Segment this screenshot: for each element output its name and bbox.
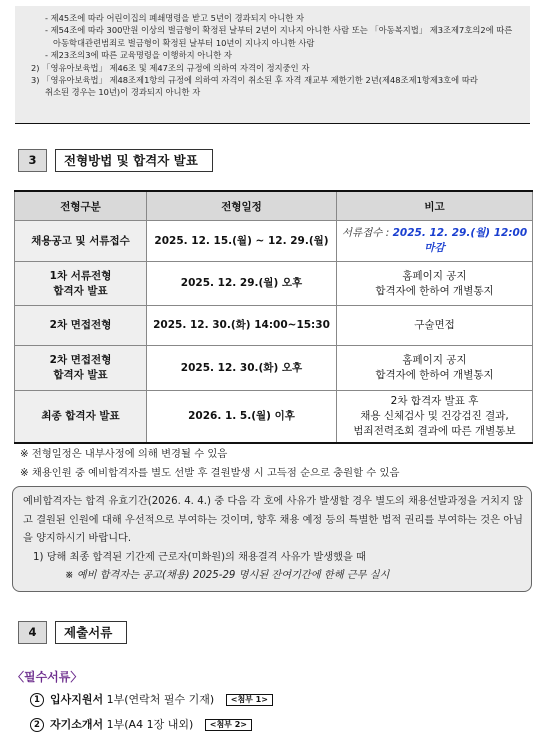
stage-line: 합격자 발표 <box>53 369 108 381</box>
disq-line: 아동학대관련범죄로 벌금형이 확정된 날부터 10년이 지나지 아니한 사람 <box>53 37 315 48</box>
doc-name: 자기소개서 <box>50 718 104 731</box>
note-cell <box>337 346 533 391</box>
note-cell <box>337 221 533 262</box>
disqualification-box <box>15 6 530 124</box>
disq-line: - 제45조에 따라 어린이집의 폐쇄명령을 받고 5년이 경과되지 아니한 자 <box>45 13 304 23</box>
required-doc-item <box>30 716 252 732</box>
disq-line: 취소된 경우는 10년)이 경과되지 아니한 자 <box>45 87 201 98</box>
note-item: ※ 전형일정은 내부사정에 의해 변경될 수 있음 <box>20 448 228 460</box>
disq-line: - 제23조의3에 따른 교육명령을 이행하지 아니한 자 <box>45 50 232 61</box>
table-row <box>15 221 533 262</box>
section-title: 제출서류 <box>55 621 127 644</box>
table-row <box>15 391 533 443</box>
stage-cell <box>15 262 147 306</box>
stage-cell: 2차 면접전형 <box>15 306 147 346</box>
date-cell: 2025. 12. 30.(화) 14:00~15:30 <box>147 306 337 346</box>
note-line: 홈페이지 공지 <box>402 354 467 366</box>
required-docs-heading: 〈필수서류〉 <box>12 670 83 684</box>
circled-number: 1 <box>30 693 44 707</box>
table-row <box>15 346 533 391</box>
note-cell <box>337 391 533 443</box>
note-cell <box>337 262 533 306</box>
section-number: 3 <box>18 149 47 172</box>
attachment-tag: <첨부 1> <box>226 694 273 706</box>
doc-name: 입사지원서 <box>50 693 104 706</box>
doc-count: 1부 <box>106 718 125 731</box>
doc-desc: (A4 1장 내외) <box>124 718 194 731</box>
note-line: 2차 합격자 발표 후 <box>390 394 479 407</box>
disq-line: - 제54조에 따라 300만원 이상의 벌금형이 확정된 날부터 2년이 지나지 아니한 사람 또는 「아동복지법」 제3조제7호의2에 따른 <box>45 25 513 36</box>
stage-line: 2차 면접전형 <box>49 354 112 366</box>
stage-cell: 최종 합격자 발표 <box>15 391 147 443</box>
note-line: 합격자에 한하여 개별통지 <box>375 284 494 297</box>
note-cell: 구술면접 <box>337 306 533 346</box>
col-header: 전형일정 <box>147 191 337 221</box>
table-header-row <box>15 191 533 221</box>
reserve-candidate-box <box>12 486 532 592</box>
section-number: 4 <box>18 621 47 644</box>
schedule-notes <box>20 445 399 483</box>
section-title: 전형방법 및 합격자 발표 <box>55 149 213 172</box>
note-line: 홈페이지 공지 <box>402 269 467 282</box>
note-prefix: 서류접수 : <box>341 227 393 239</box>
date-cell: 2025. 12. 30.(화) 오후 <box>147 346 337 391</box>
note-line: 범죄전력조회 결과에 따른 개별통보 <box>353 424 516 437</box>
reserve-item: 1) 당해 최종 합격된 기간제 근로자(미화원)의 채용결격 사유가 발생했을 때 <box>33 551 366 563</box>
table-row <box>15 262 533 306</box>
stage-line: 1차 서류전형 <box>49 269 112 282</box>
schedule-table <box>14 190 533 444</box>
attachment-tag: <첨부 2> <box>205 719 252 731</box>
doc-count: 1부 <box>106 693 125 706</box>
date-cell: 2025. 12. 15.(월) ~ 12. 29.(월) <box>147 221 337 262</box>
required-doc-item <box>30 691 273 707</box>
deadline-text: 2025. 12. 29.(월) 12:00 마감 <box>392 227 528 254</box>
stage-line: 합격자 발표 <box>53 284 108 297</box>
doc-desc: (연락처 필수 기재) <box>124 693 215 706</box>
stage-cell: 채용공고 및 서류접수 <box>15 221 147 262</box>
col-header: 비고 <box>337 191 533 221</box>
circled-number: 2 <box>30 718 44 732</box>
col-header: 전형구분 <box>15 191 147 221</box>
disq-line: 2) 「영유아보육법」 제46조 및 제47조의 규정에 의하여 자격이 정지중인 자 <box>31 62 310 73</box>
table-row <box>15 306 533 346</box>
reserve-sub-note: ※ 예비 합격자는 공고(채용) 2025-29 명시된 잔여기간에 한해 근무 실시 <box>65 570 390 581</box>
note-item: ※ 채용인원 중 예비합격자를 별도 선발 후 결원발생 시 고득점 순으로 충원할 수 있음 <box>20 467 400 479</box>
note-line: 합격자에 한하여 개별통지 <box>375 369 494 381</box>
date-cell: 2026. 1. 5.(월) 이후 <box>147 391 337 443</box>
reserve-paragraph: 예비합격자는 합격 유효기간(2026. 4. 4.) 중 다음 각 호에 사유가 발생할 경우 별도의 채용선발과정을 거치지 않고 결원된 인원에 대해 우선적으로 부여하는 것이며, 향후 채용 예정 등의 특별한 법적 권리를 부여하는 것은 아님을 양지하시기 바랍니다. <box>23 496 523 544</box>
date-cell: 2025. 12. 29.(월) 오후 <box>147 262 337 306</box>
note-line: 채용 신체검사 및 건강검진 결과, <box>360 409 509 422</box>
disq-line: 3) 「영유아보육법」 제48조제1항의 규정에 의하여 자격이 취소된 후 자격 재교부 제한기한 2년(제48조제1항제3호에 따라 <box>31 75 478 86</box>
stage-cell <box>15 346 147 391</box>
